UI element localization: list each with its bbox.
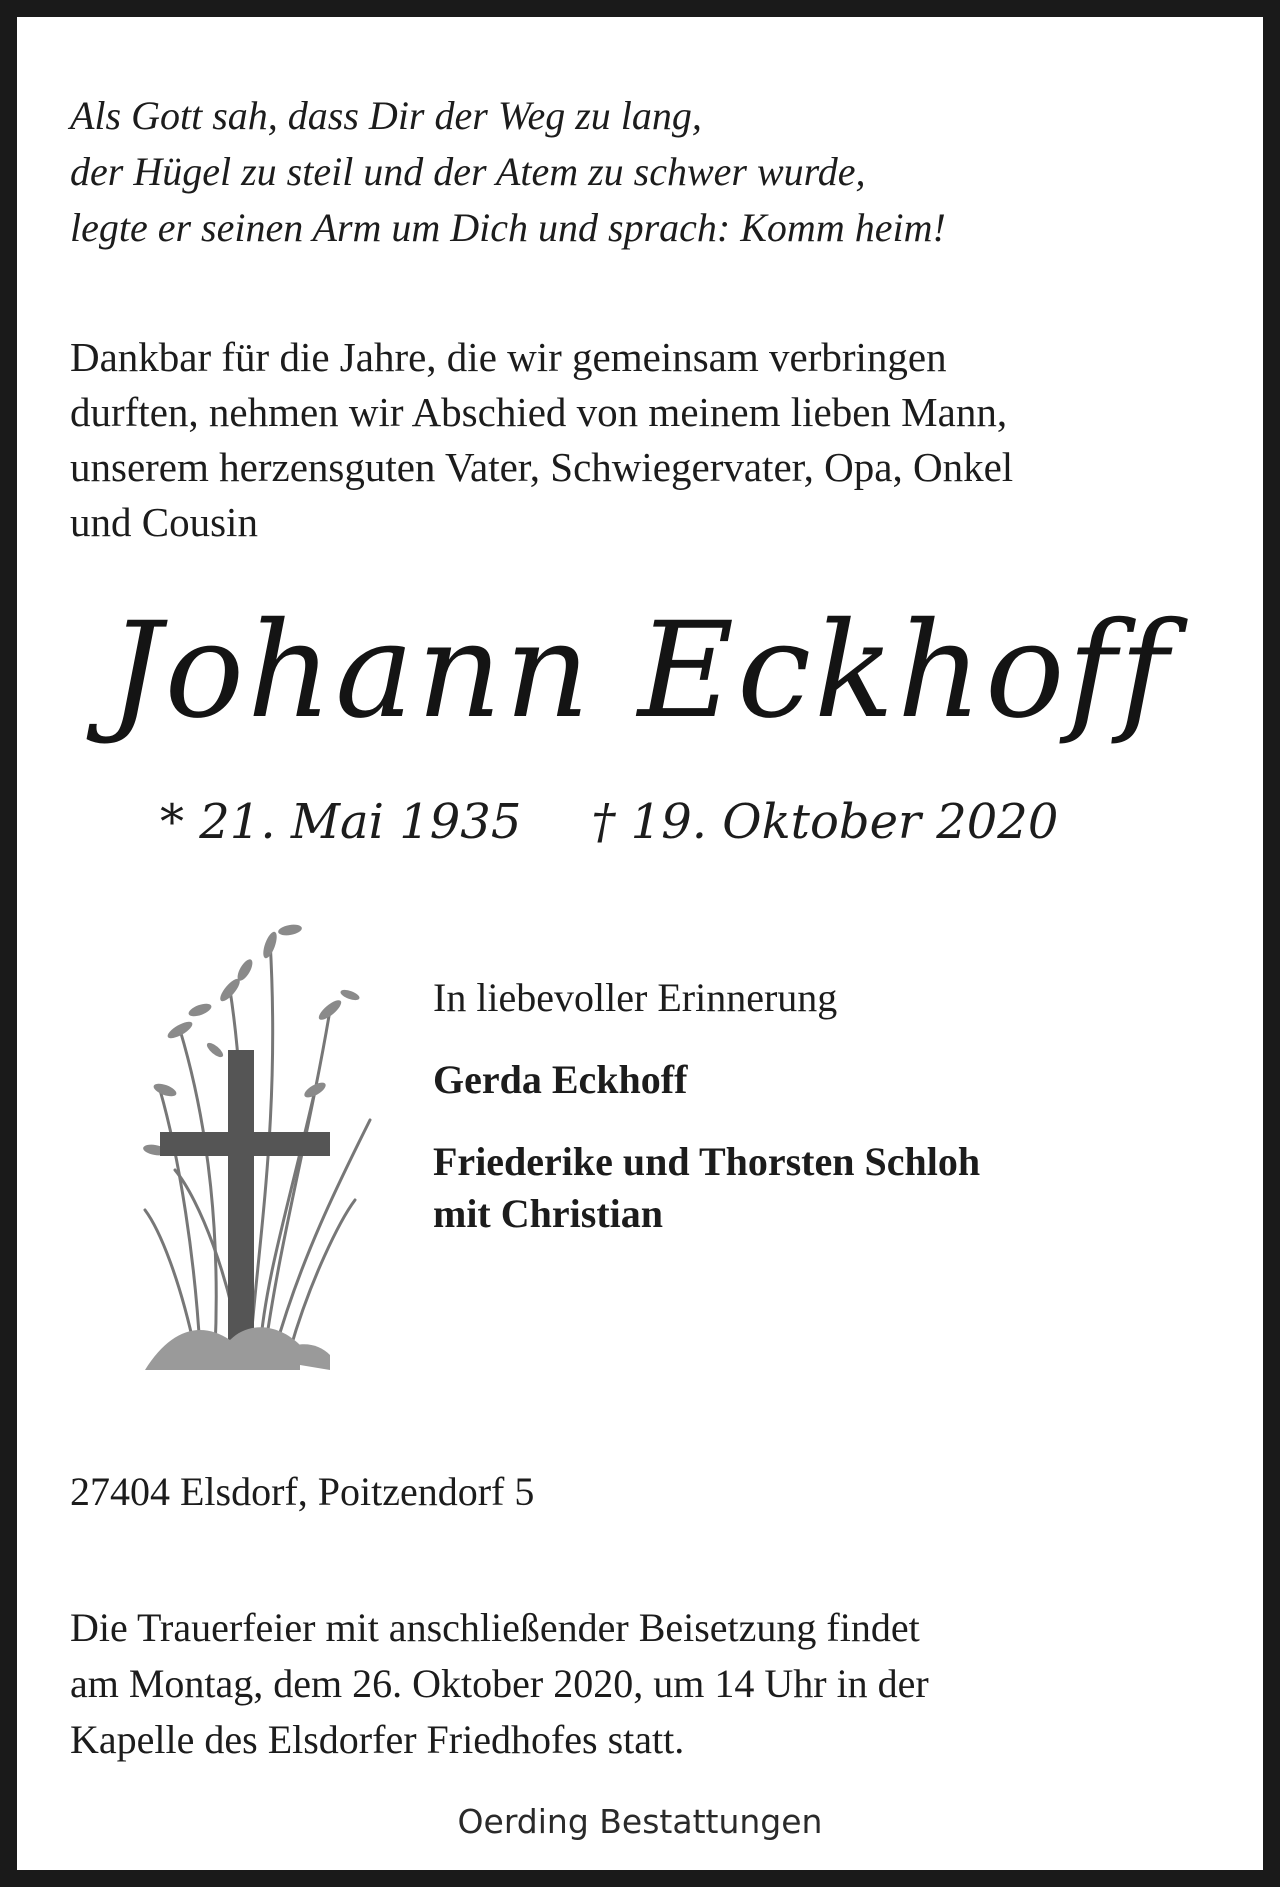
birth-date: * 21. Mai 1935 bbox=[160, 794, 522, 850]
undertaker-name: Oerding Bestattungen bbox=[457, 1802, 823, 1841]
ceremony-line: am Montag, dem 26. Oktober 2020, um 14 Uhr in der bbox=[70, 1661, 929, 1706]
mourners-block bbox=[433, 972, 1213, 1270]
mourner-line: mit Christian bbox=[433, 1191, 663, 1236]
mourner-names bbox=[433, 1136, 1213, 1240]
intro-line: durften, nehmen wir Abschied von meinem lieben Mann, bbox=[70, 389, 1008, 435]
ceremony-text bbox=[70, 1600, 1220, 1768]
ceremony-line: Die Trauerfeier mit anschließender Beisetzung findet bbox=[70, 1605, 920, 1650]
poem-line: Als Gott sah, dass Dir der Weg zu lang, bbox=[70, 93, 702, 138]
intro-line: und Cousin bbox=[70, 499, 258, 545]
deceased-name: Johann Eckhoff bbox=[108, 594, 1172, 748]
intro-text bbox=[70, 330, 1220, 550]
mourner-name: Gerda Eckhoff bbox=[433, 1057, 688, 1102]
memorial-greeting: In liebevoller Erinnerung bbox=[433, 975, 838, 1020]
death-date: † 19. Oktober 2020 bbox=[591, 794, 1059, 850]
ceremony-line: Kapelle des Elsdorfer Friedhofes statt. bbox=[70, 1717, 685, 1762]
address: 27404 Elsdorf, Poitzendorf 5 bbox=[70, 1469, 535, 1514]
intro-line: Dankbar für die Jahre, die wir gemeinsam verbringen bbox=[70, 334, 947, 380]
poem bbox=[70, 88, 1210, 256]
intro-line: unserem herzensguten Vater, Schwiegervater, Opa, Onkel bbox=[70, 444, 1014, 490]
mourner-line: Friederike und Thorsten Schloh bbox=[433, 1139, 981, 1184]
life-dates bbox=[160, 792, 1160, 852]
poem-line: der Hügel zu steil und der Atem zu schwer wurde, bbox=[70, 149, 866, 194]
cross-with-grass-icon bbox=[140, 900, 390, 1380]
poem-line: legte er seinen Arm um Dich und sprach: Komm heim! bbox=[70, 205, 946, 250]
